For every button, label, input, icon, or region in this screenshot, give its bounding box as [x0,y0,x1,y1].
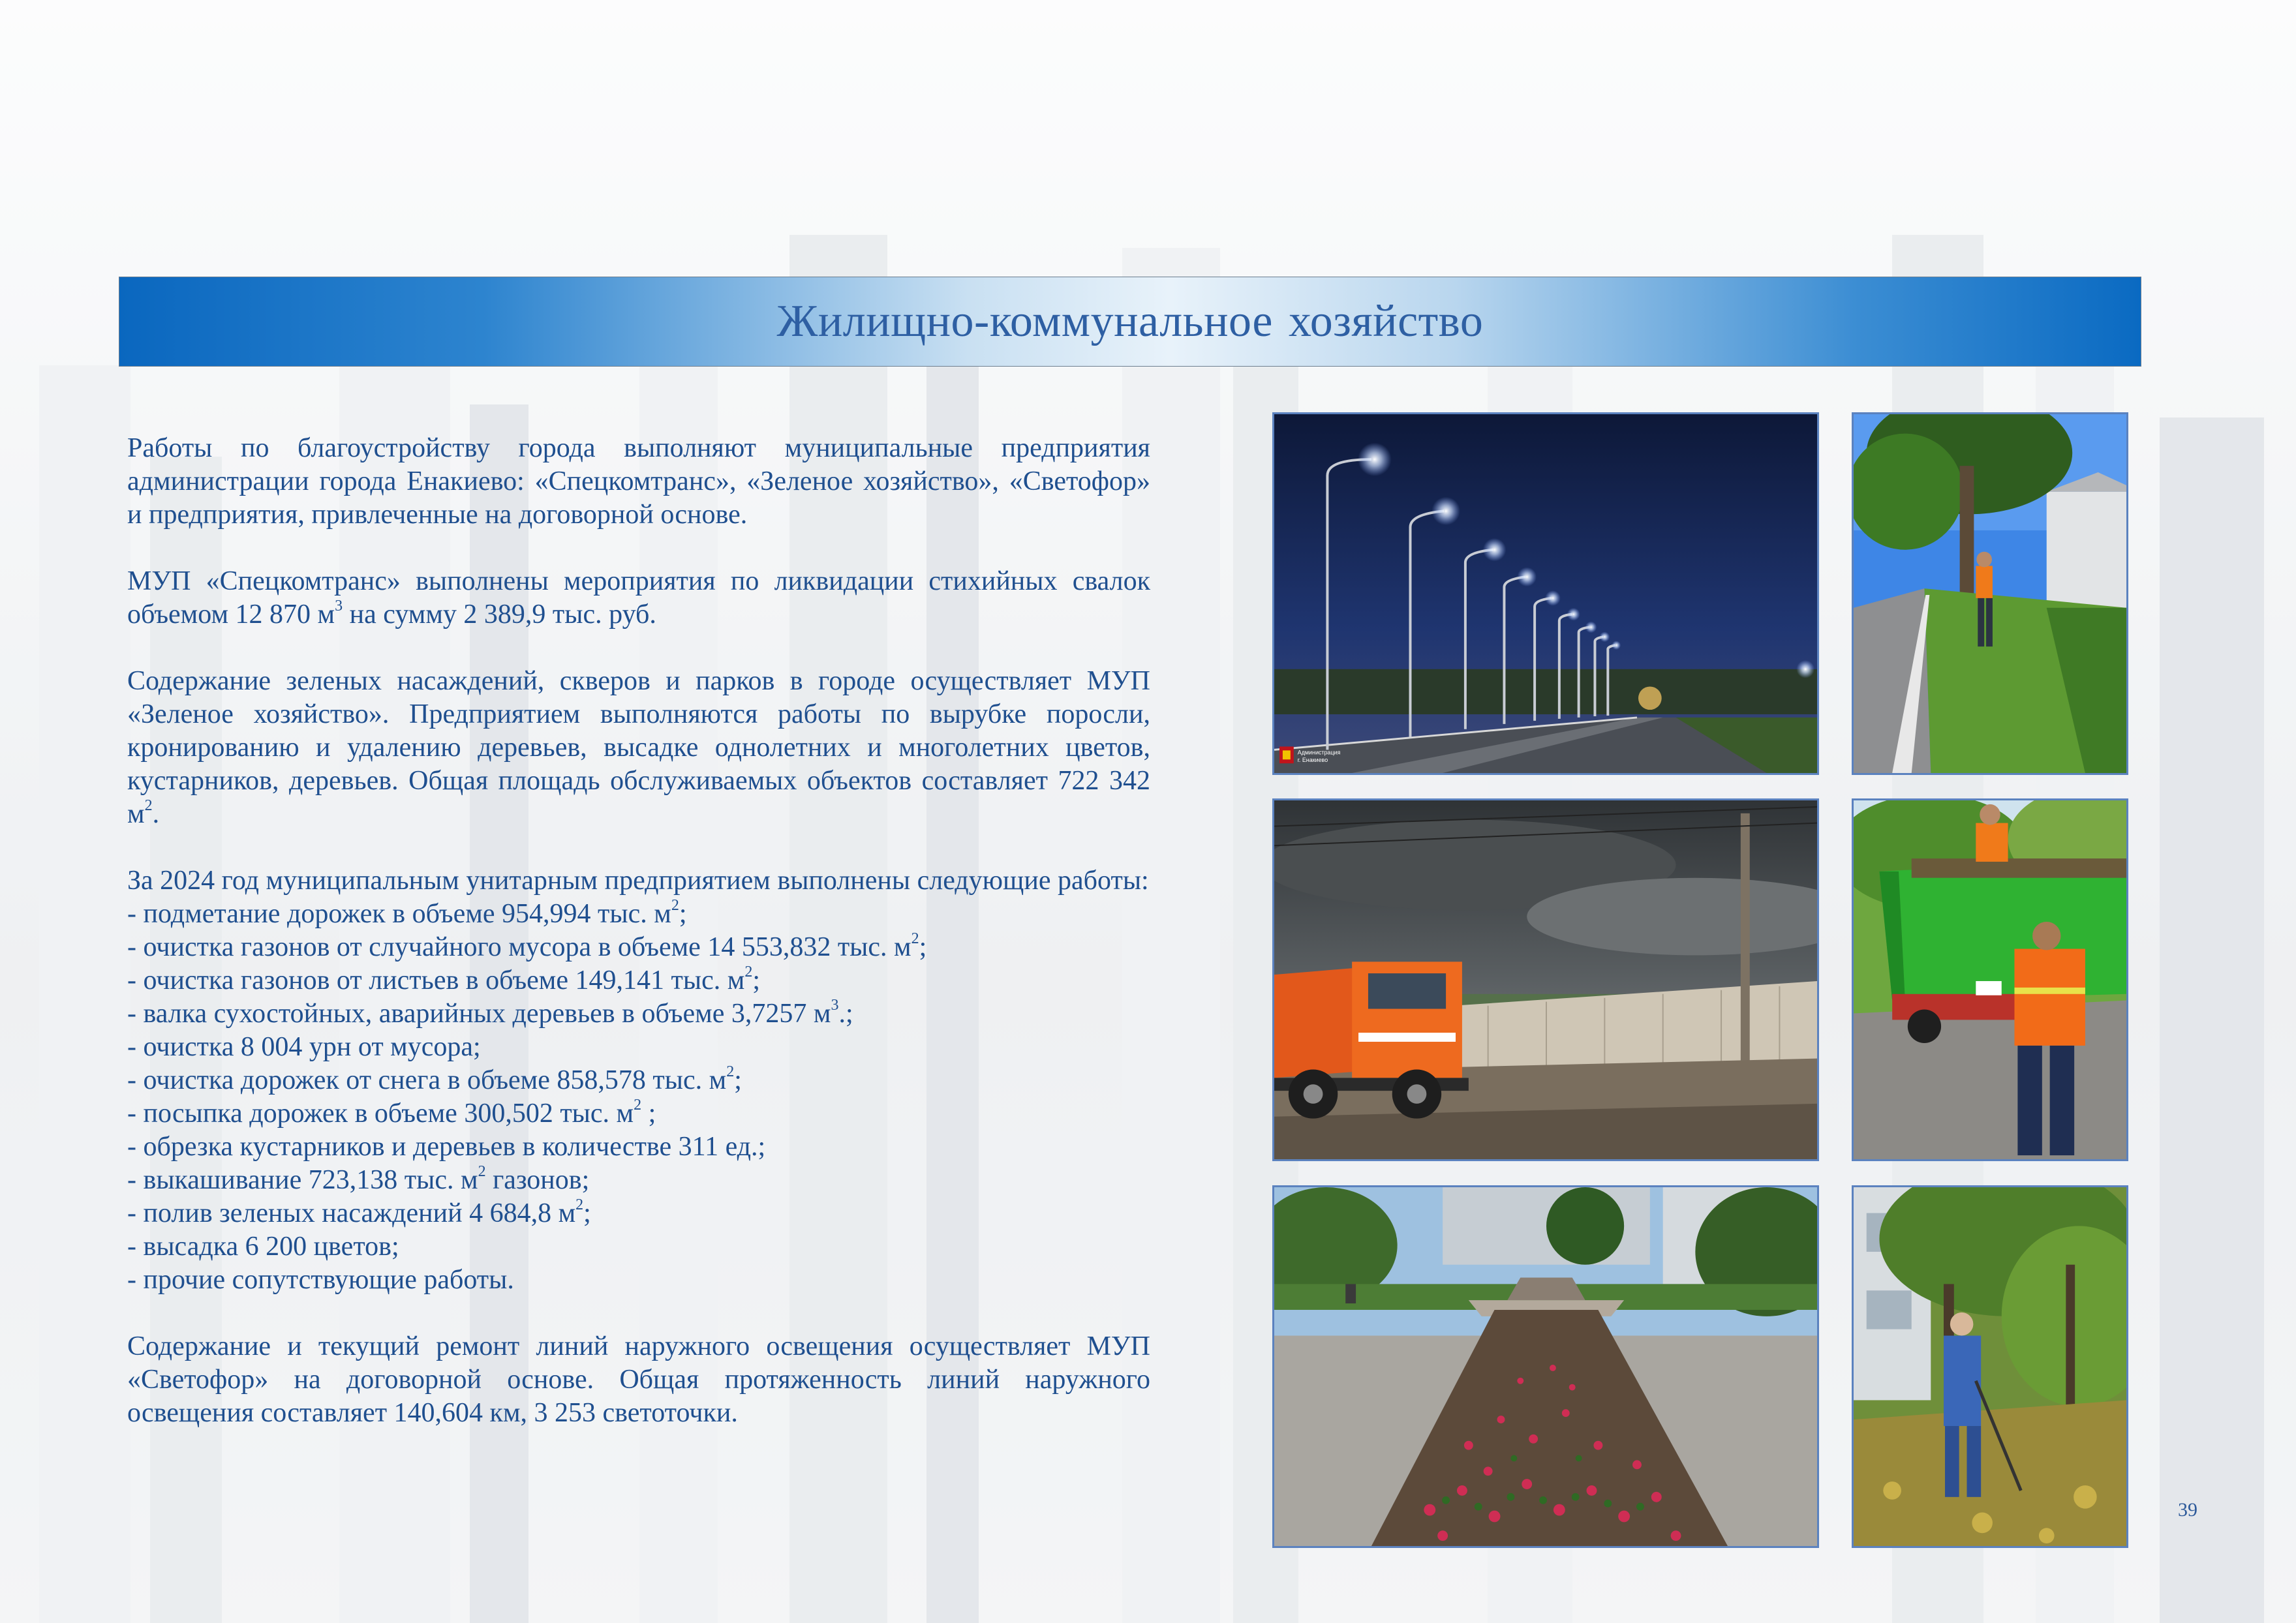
works-list-item: - очистка газонов от листьев в объеме 149,141 тыс. $м^2$; [127,963,760,995]
works-list-item: - полив зеленых насаждений 4 684,8 $м^2$; [127,1196,591,1228]
photo-roadside-worker [1852,412,2128,775]
works-list-item: - подметание дорожек в объеме 954,994 тыс. $м^2$; [127,897,687,929]
section-header-banner [119,277,2141,367]
watermark-line-2: г. Енакиево [1297,757,1328,764]
works-items [127,898,1150,1297]
paragraph-organizations: Работы по благоустройству города выполняют муниципальные предприятия администрации города Енакиево: «Спецкомтранс», «Зеленое хозяйство», «Светофор» и предприятия, привлеченные на договорной основе. [127,433,1150,530]
paragraph-spetskomtrans: МУП «Спецкомтранс» выполнены мероприятия по ликвидации стихийных свалок объемом 12 870 $м^3$ на сумму 2 389,9 тыс. руб. [127,566,1150,629]
works-intro: За 2024 год муниципальным унитарным предприятием выполнены следующие работы: [127,866,1149,896]
works-list-item: - прочие сопутствующие работы. [127,1265,514,1295]
works-list-item: - посыпка дорожек в объеме 300,502 тыс. $м^2$ ; [127,1097,656,1129]
photo-trimmer-worker [1852,1185,2128,1548]
works-list-item: - выкашивание 723,138 тыс. $м^2$ газонов; [127,1163,590,1195]
paragraph-svetofor: Содержание и текущий ремонт линий наружного освещения осуществляет МУП «Светофор» на договорной основе. Общая протяженность линий наружного освещения составляет 140,604 км, 3 253 светоточки. [127,1331,1150,1428]
paragraph-green-economy: Содержание зеленых насаждений, скверов и парков в городе осуществляет МУП «Зеленое хозяйство». Предприятием выполняются работы по вырубке поросли, кронированию и удалению деревьев, высадке однолетних и многолетних цветов, кустарников, деревьев. Общая площадь обслуживаемых объектов составляет 722 342 $м^2$. [127,666,1150,829]
works-list-item: - очистка газонов от случайного мусора в объеме 14 553,832 тыс. $м^2$; [127,930,927,962]
works-list-item: - обрезка кустарников и деревьев в количестве 311 ед.; [127,1132,766,1162]
page-number: 39 [2178,1499,2197,1521]
photo-flower-bed-square [1272,1185,1819,1548]
works-list [127,864,1150,1297]
works-list-item: - очистка дорожек от снега в объеме 858,578 тыс. $м^2$; [127,1063,742,1095]
works-list-item: - очистка 8 004 урн от мусора; [127,1032,481,1062]
photo-street-lights-night [1272,412,1819,775]
page-title: Жилищно-коммунальное хозяйство [776,296,1484,346]
photo-orange-truck [1272,798,1819,1161]
works-list-item: - валка сухостойных, аварийных деревьев в объеме 3,7257 $м^3$.; [127,997,853,1029]
photo-green-truck-loading [1852,798,2128,1161]
works-list-item: - высадка 6 200 цветов; [127,1232,399,1262]
watermark-line-1: Администрация [1297,749,1341,756]
main-text [127,432,1150,1430]
